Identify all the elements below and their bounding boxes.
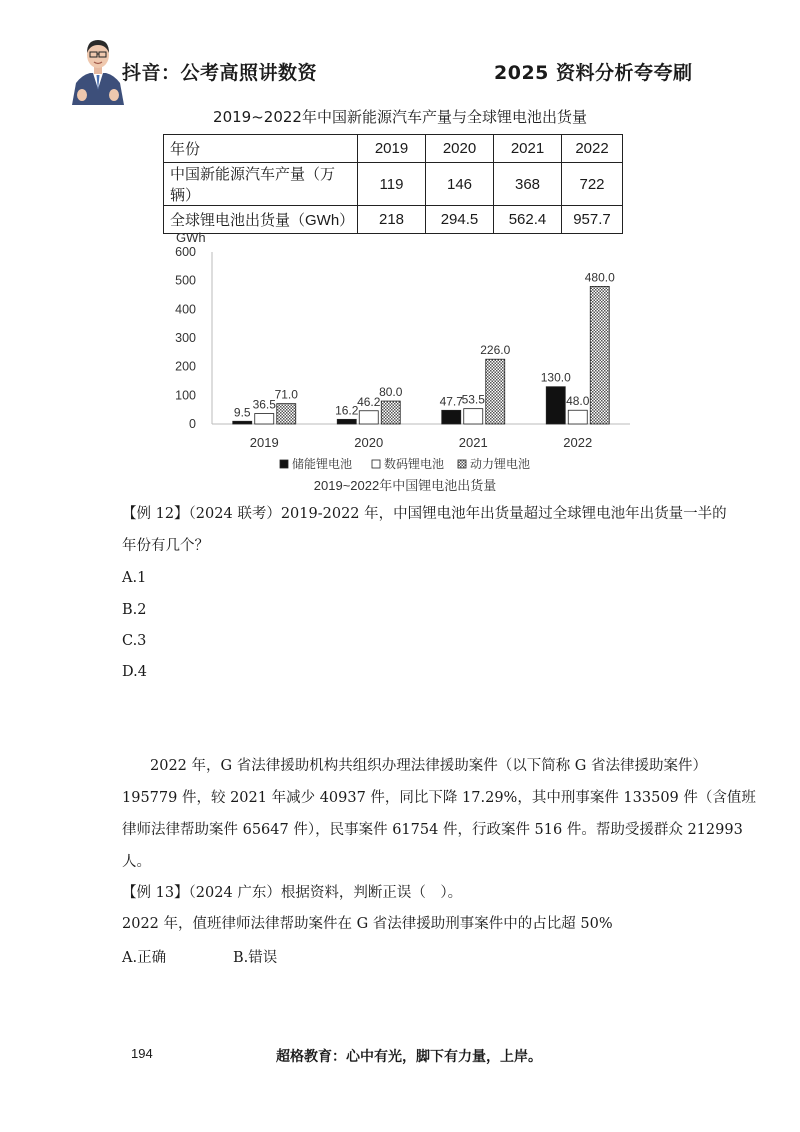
bar	[277, 404, 296, 424]
header-account-label: 抖音：公考高照讲数资	[122, 62, 318, 84]
bar-value-label: 80.0	[379, 385, 403, 400]
legend-swatch	[280, 460, 288, 468]
bar	[255, 414, 274, 424]
bar-value-label: 48.0	[566, 394, 590, 409]
bar-value-label: 9.5	[233, 405, 251, 420]
example12-option-b: B.2	[122, 602, 147, 618]
bar	[546, 387, 565, 424]
example12-question-line1: 【例 12】（2024 联考）2019-2022 年，中国锂电池年出货量超过全球锂电池年出货量一半的	[122, 506, 727, 522]
bar	[486, 359, 505, 424]
table-cell: 562.4	[494, 206, 562, 234]
footer-slogan: 超格教育：心中有光，脚下有力量，上岸。	[276, 1049, 542, 1065]
y-tick-label: 600	[175, 245, 196, 259]
table-title: 2019~2022年中国新能源汽车产量与全球锂电池出货量	[213, 108, 587, 126]
example13-question-line2: 2022 年，值班律师法律帮助案件在 G 省法律援助刑事案件中的占比超 50%	[122, 916, 613, 932]
example12-question-line2: 年份有几个？	[122, 538, 209, 554]
bar-value-label: 46.2	[357, 394, 381, 409]
table-year-header: 2020	[426, 135, 494, 163]
y-tick-label: 100	[175, 388, 196, 403]
example12-option-a: A.1	[122, 570, 147, 586]
table-cell: 146	[426, 163, 494, 206]
bar	[233, 421, 252, 424]
table-cell: 119	[358, 163, 426, 206]
x-tick-label: 2022	[563, 435, 593, 450]
example13-option-b: B.错误	[233, 950, 278, 966]
legend-swatch	[372, 460, 380, 468]
bar	[337, 419, 356, 424]
legend-label: 动力锂电池	[470, 457, 531, 471]
bar	[464, 409, 483, 424]
legend-label: 数码锂电池	[384, 457, 445, 471]
table-cell: 368	[494, 163, 562, 206]
table-row	[164, 163, 623, 206]
y-tick-label: 500	[175, 273, 196, 288]
y-tick-label: 200	[175, 359, 196, 374]
table-row-label: 全球锂电池出货量（GWh）	[164, 206, 358, 234]
passage-line4: 人。	[122, 854, 151, 870]
bar	[590, 286, 609, 424]
y-tick-label: 300	[175, 331, 196, 345]
x-tick-label: 2021	[458, 435, 488, 450]
presenter-avatar	[68, 33, 128, 105]
x-tick-label: 2020	[354, 435, 384, 450]
bar-value-label: 71.0	[274, 387, 298, 402]
y-tick-label: 400	[175, 302, 196, 317]
table-cell: 957.7	[562, 206, 623, 234]
passage-line1: 2022 年，G 省法律援助机构共组织办理法律援助案件（以下简称 G 省法律援助案件）	[150, 758, 708, 774]
table-header-label: 年份	[164, 135, 358, 163]
legend-label: 储能锂电池	[292, 457, 353, 471]
chart-ylabel: GWh	[176, 230, 206, 245]
page-number: 194	[131, 1046, 153, 1061]
x-tick-label: 2019	[249, 435, 279, 450]
table-row-label: 中国新能源汽车产量（万辆）	[164, 163, 358, 206]
bar-value-label: 480.0	[584, 270, 615, 285]
bar-value-label: 226.0	[480, 343, 511, 358]
example13-option-a: A.正确	[122, 950, 167, 966]
bar-value-label: 130.0	[540, 370, 571, 385]
table-cell: 722	[562, 163, 623, 206]
example13-question-line1: 【例 13】（2024 广东）根据资料，判断正误（ ）。	[122, 885, 463, 901]
table-cell: 294.5	[426, 206, 494, 234]
bar	[568, 410, 587, 424]
battery-shipment-chart	[160, 226, 650, 498]
table-header-row	[164, 135, 623, 163]
example12-option-c: C.3	[122, 633, 147, 649]
bar	[359, 411, 378, 424]
passage-line2: 195779 件，较 2021 年减少 40937 件，同比下降 17.29%，其中刑事案件 133509 件（含值班	[122, 790, 756, 806]
table-year-header: 2021	[494, 135, 562, 163]
bar-value-label: 53.5	[461, 392, 485, 407]
table-year-header: 2019	[358, 135, 426, 163]
bar-value-label: 47.7	[439, 394, 463, 409]
y-tick-label: 0	[189, 417, 196, 431]
bar-value-label: 16.2	[335, 403, 359, 418]
bar	[381, 401, 400, 424]
header-series-title: 2025 资料分析夸夸刷	[494, 62, 693, 84]
table-year-header: 2022	[562, 135, 623, 163]
bar	[442, 410, 461, 424]
legend-swatch	[458, 460, 466, 468]
passage-line3: 律师法律帮助案件 65647 件），民事案件 61754 件，行政案件 516 件。帮助受援群众 212993	[122, 822, 743, 838]
bar-value-label: 36.5	[252, 397, 276, 412]
chart-title: 2019~2022年中国锂电池出货量	[313, 478, 497, 493]
example12-option-d: D.4	[122, 664, 147, 680]
table-cell: 218	[358, 206, 426, 234]
data-table	[163, 134, 623, 234]
